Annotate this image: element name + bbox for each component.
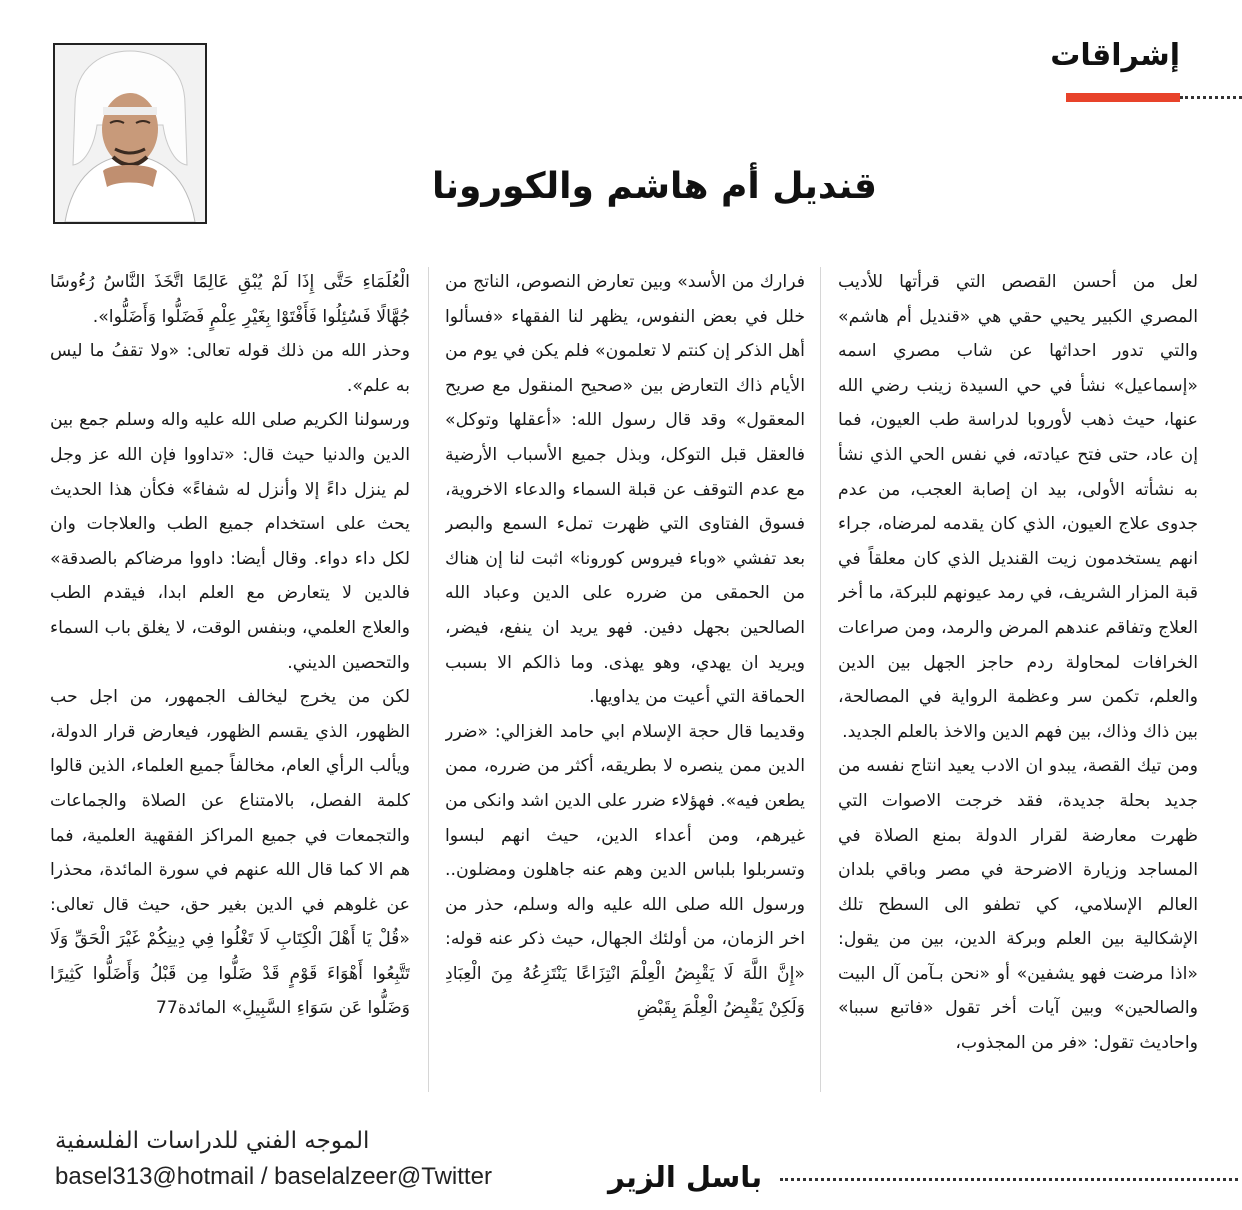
paragraph: لكن من يخرج ليخالف الجمهور، من اجل حب الظهور، الذي يقسم الظهور، فيعارض قرار الدولة، ويألب الرأي العام، مخالفاً جميع العلماء، الذين قالوا كلمة الفصل، بالامتناع عن الصلاة والجماعات والتجمعات في جميع المراكز الفقهية العلمية، فما هم الا كما قال الله عنهم في سورة المائدة، محذرا عن غلوهم في الدين بغير حق، حيث قال تعالى: «قُلْ يَا أَهْلَ الْكِتَابِ لَا تَغْلُوا فِي دِينِكُمْ غَيْرَ الْحَقِّ وَلَا تَتَّبِعُوا أَهْوَاءَ قَوْمٍ قَدْ ضَلُّوا مِن قَبْلُ وَأَضَلُّوا كَثِيرًا وَضَلُّوا عَن سَوَاءِ السَّبِيلِ» المائدة77 [50, 687, 410, 1019]
author-photo [53, 43, 207, 224]
column-divider [428, 267, 429, 1092]
article-column-2 [445, 265, 805, 1095]
paragraph: الْعُلَمَاءِ حَتَّى إِذَا لَمْ يُبْقِ عَالِمًا اتَّخَذَ النَّاسُ رُءُوسًا جُهَّالًا فَسُئِلُوا فَأَفْتَوْا بِغَيْرِ عِلْمٍ فَضَلُّوا وَأَضَلُّوا». [50, 272, 410, 327]
section-dotted-rule [1180, 96, 1242, 99]
author-name: باسل الزير [608, 1160, 763, 1194]
footer-dotted-rule [780, 1178, 1238, 1181]
section-accent-bar [1066, 93, 1180, 102]
article-column-1 [838, 265, 1198, 1095]
article-title: قنديل أم هاشم والكورونا [431, 166, 877, 207]
author-role: الموجه الفني للدراسات الفلسفية [55, 1128, 370, 1154]
paragraph: فرارك من الأسد» وبين تعارض النصوص، الناتج من خلل في بعض النفوس، يظهر لنا الفقهاء «فسألوا أهل الذكر إن كنتم لا تعلمون» فلم يكن في يوم من الأيام ذاك التعارض بين «صحيح المنقول مع صريح المعقول» وقد قال رسول الله: «أعقلها وتوكل» فالعقل قبل التوكل، وبذل جميع الأسباب الأرضية مع عدم التوقف عن قبلة السماء والدعاء الاخروية، فسوق الفتاوى التي ظهرت تملء السمع والبصر بعد تفشي «وباء فيروس كورونا» اثبت لنا إن هناك من الحمقى من ضرره على الدين وعباد الله الصالحين بجهل دفين. فهو يريد ان ينفع، فيضر، ويريد ان يهدي، وهو يهذى. وما ذالكم الا بسبب الحماقة التي أعيت من يداويها. [445, 272, 805, 708]
column-divider [820, 267, 821, 1092]
paragraph: ورسولنا الكريم صلى الله عليه واله وسلم جمع بين الدين والدنيا حيث قال: «تداووا فإن الله عز وجل لم ينزل داءً إلا وأنزل له شفاءً» فكأن هذا الحديث يحث على استخدام جميع الطب والعلاجات وان لكل داء دواء. وقال أيضا: داووا مرضاكم بالصدقة» فالدين لا يتعارض مع العلم ابدا، فيقدم الطب والعلاج العلمي، وبنفس الوقت، لا يغلق باب السماء والتحصين الديني. [50, 410, 410, 673]
paragraph: ومن تيك القصة، يبدو ان الادب يعيد انتاج نفسه من جديد بحلة جديدة، فقد خرجت الاصوات التي ظهرت معارضة لقرار الدولة بمنع الصلاة في المساجد وزيارة الاضرحة في مصر وباقي بلدان العالم الإسلامي، كي تطفو الى السطح تلك الإشكالية بين العلم وبركة الدين، بين من يقول: «اذا مرضت فهو يشفين» أو «نحن بـآمن آل البيت والصالحين» وبين آيات أخر تقول «فاتبع سببا» واحاديث تقول: «فر من المجذوب، [838, 756, 1198, 1054]
paragraph: وقديما قال حجة الإسلام ابي حامد الغزالي: «ضرر الدين ممن ينصره لا بطريقه، أكثر من ضرره، ممن يطعن فيه». فهؤلاء ضرر على الدين اشد وانكى من غيرهم، ومن أعداء الدين، حيث انهم لبسوا وتسربلوا بلباس الدين وهم عنه جاهلون ومضلون.. ورسول الله صلى الله عليه واله وسلم، حذر من اخر الزمان، من أولئك الجهال، حيث ذكر عنه قوله: «إِنَّ اللَّهَ لَا يَقْبِضُ الْعِلْمَ انْتِزَاعًا يَنْتَزِعُهُ مِنَ الْعِبَادِ وَلَكِنْ يَقْبِضُ الْعِلْمَ بِقَبْضِ [445, 721, 805, 1019]
author-contact: basel313@hotmail / baselalzeer@Twitter [55, 1163, 492, 1190]
section-tag: إشراقات [1050, 38, 1180, 73]
article-column-3 [50, 265, 410, 1095]
paragraph: وحذر الله من ذلك قوله تعالى: «ولا تقفُ ما ليس به علم». [50, 341, 410, 396]
paragraph: لعل من أحسن القصص التي قرأتها للأديب المصري الكبير يحيي حقي هي «قنديل أم هاشم» والتي تدور احداثها عن شاب مصري اسمه «إسماعيل» نشأ في حي السيدة زينب رضي الله عنها، حيث ذهب لأوروبا لدراسة طب العيون، فما إن عاد، حتى فتح عيادته، في نفس الحي الذي نشأ به نشأته الأولى، بيد ان إصابة العجب، من عدم جدوى علاج العيون، الذي كان يقدمه لمرضاه، جراء انهم يستخدمون زيت القنديل الذي كان معلقاً في قبة المزار الشريف، في رمد عيونهم للبركة، ما أخر العلاج وتفاقم عندهم المرض والرمد، ومن صراعات الخرافات لمحاولة ردم حاجز الجهل بين الدين والعلم، تكمن سر وعظمة الرواية في المصالحة، بين ذاك وذاك، بين فهم الدين والاخذ بالعلم الجديد. [838, 272, 1198, 742]
author-portrait-icon [55, 45, 205, 222]
